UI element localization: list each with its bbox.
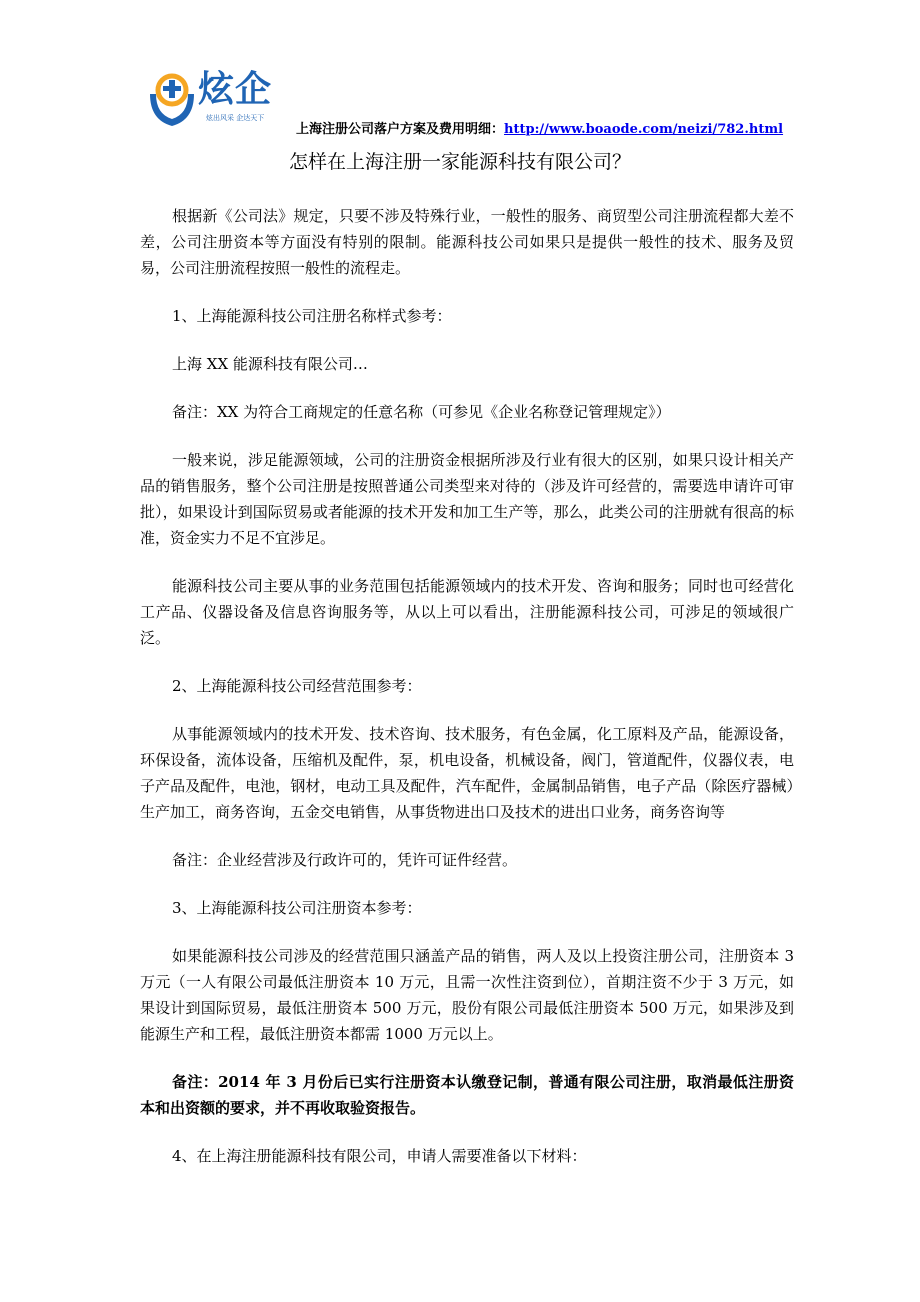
header-label: 上海注册公司落户方案及费用明细： bbox=[296, 122, 505, 137]
paragraph-business-scope: 从事能源领域内的技术开发、技术咨询、技术服务，有色金属，化工原料及产品，能源设备，环保设备，流体设备，压缩机及配件，泵，机电设备，机械设备，阀门，管道配件，仪器仪表，电子产品及配件，电池，钢材，电动工具及配件，汽车配件，金属制品销售，电子产品（除医疗器械）生产加工，商务咨询，五金交电销售，从事货物进出口及技术的进出口业务，商务咨询等 bbox=[140, 725, 794, 821]
paragraph-intro: 根据新《公司法》规定，只要不涉及特殊行业，一般性的服务、商贸型公司注册流程都大差不差，公司注册资本等方面没有特别的限制。能源科技公司如果只是提供一般性的技术、服务及贸易，公司注册流程按照一般性的流程走。 bbox=[140, 207, 794, 277]
paragraph-note-capital-reform: 备注：2014 年 3 月份后已实行注册资本认缴登记制，普通有限公司注册，取消最低注册资本和出资额的要求，并不再收取验资报告。 bbox=[140, 1073, 794, 1117]
paragraph-business-areas: 能源科技公司主要从事的业务范围包括能源领域内的技术开发、咨询和服务；同时也可经营化工产品、仪器设备及信息咨询服务等，从以上可以看出，注册能源科技公司，可涉足的领域很广泛。 bbox=[140, 577, 794, 647]
header-link-line bbox=[296, 118, 783, 137]
article-body bbox=[140, 203, 794, 1169]
paragraph-name-example: 上海 XX 能源科技有限公司… bbox=[172, 355, 368, 373]
section-heading-3: 3、上海能源科技公司注册资本参考： bbox=[172, 899, 422, 917]
section-heading-1: 1、上海能源科技公司注册名称样式参考： bbox=[172, 307, 452, 325]
logo-brand-text: 炫企 bbox=[198, 69, 273, 110]
logo-emblem-icon bbox=[144, 68, 200, 132]
page-title: 怎样在上海注册一家能源科技有限公司？ bbox=[288, 151, 631, 173]
paragraph-capital-overview: 一般来说，涉足能源领域，公司的注册资金根据所涉及行业有很大的区别，如果只设计相关产品的销售服务，整个公司注册是按照普通公司类型来对待的（涉及许可经营的，需要选申请许可审批），如果设计到国际贸易或者能源的技术开发和加工生产等，那么，此类公司的注册就有很高的标准，资金实力不足不宜涉足。 bbox=[140, 451, 794, 547]
header-url-link[interactable]: http://www.boaode.com/neizi/782.html bbox=[504, 122, 784, 137]
section-heading-2: 2、上海能源科技公司经营范围参考： bbox=[172, 677, 422, 695]
paragraph-note-name: 备注：XX 为符合工商规定的任意名称（可参见《企业名称登记管理规定》） bbox=[172, 403, 671, 421]
paragraph-registered-capital: 如果能源科技公司涉及的经营范围只涵盖产品的销售，两人及以上投资注册公司，注册资本 3 万元（一人有限公司最低注册资本 10 万元，且需一次性注资到位），首期注资不少于 3 万元，如果设计到国际贸易，最低注册资本 500 万元，股份有限公司最低注册资本 500 万元，如果涉及到能源生产和工程，最低注册资本都需 1000 万元以上。 bbox=[140, 947, 794, 1043]
paragraph-note-license: 备注：企业经营涉及行政许可的，凭许可证件经营。 bbox=[172, 851, 518, 869]
logo-slogan: 炫出风采 企达天下 bbox=[206, 114, 265, 122]
section-heading-4: 4、在上海注册能源科技有限公司，申请人需要准备以下材料： bbox=[172, 1147, 587, 1165]
